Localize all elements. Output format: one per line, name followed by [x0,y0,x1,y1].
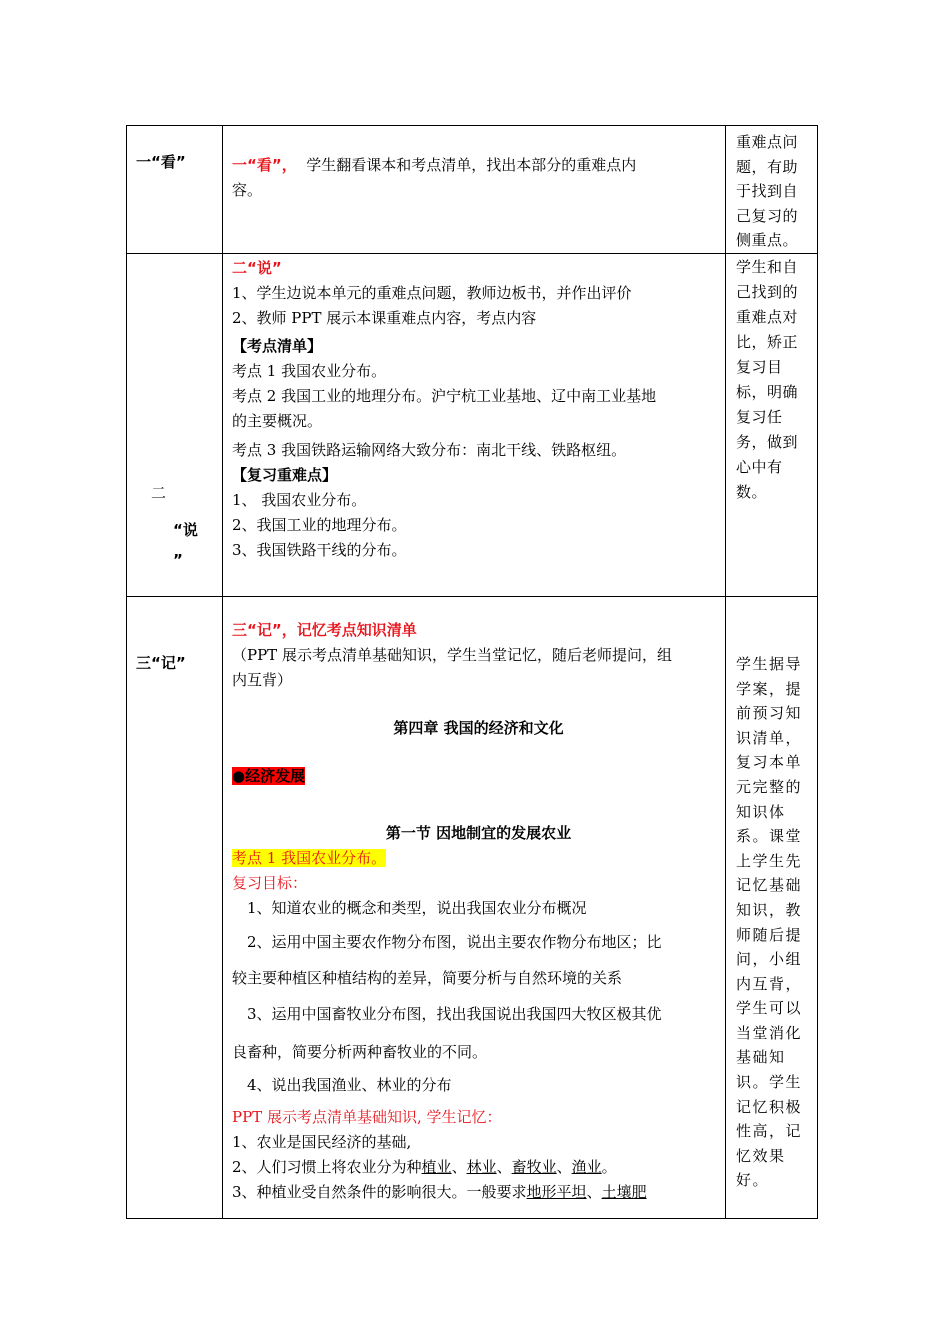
table-row [127,596,818,1218]
goal-item: 4、说出我国渔业、林业的分布 [247,1075,452,1094]
stage-label: 三“记” [136,653,186,672]
content-line: 考点 1 我国农业分布。 [232,361,387,380]
section-tag: ●经济发展 [232,766,306,785]
note-cell [726,253,818,596]
content-line: 内互背） [232,670,293,689]
goal-item: 良畜种，简要分析两种畜牧业的不同。 [232,1042,488,1061]
content-line [232,153,725,178]
stage-cell [127,253,223,596]
goal-item: 1、知道农业的概念和类型，说出我国农业分布概况 [247,898,587,917]
content-line: 1、 我国农业分布。 [232,490,367,509]
list-title: 【考点清单】 [232,336,323,355]
key-point-label: 考点 1 我国农业分布。 [232,848,387,867]
note-cell [726,126,818,254]
stage-label: ” [173,550,183,569]
stage-label: “说 [173,520,198,539]
stage-label: 二 [151,483,167,502]
content-cell [223,126,726,254]
goal-item: 2、运用中国主要农作物分布图，说出主要农作物分布地区；比 [247,932,662,951]
table-row [127,253,818,596]
goal-title: 复习目标： [232,873,308,892]
fact-item: 1、农业是国民经济的基础, [232,1132,412,1151]
chapter-title: 第四章 我国的经济和文化 [393,718,564,737]
content-line: 2、教师 PPT 展示本课重难点内容，考点内容 [232,308,537,327]
content-line: 考点 3 我国铁路运输网络大致分布：南北干线、铁路枢纽。 [232,440,627,459]
content-line: 容。 [232,181,263,199]
content-cell [223,253,726,596]
content-line: 考点 2 我国工业的地理分布。沪宁杭工业基地、辽中南工业基地 [232,386,657,405]
goal-item: 较主要种植区种植结构的差异，简要分析与自然环境的关系 [232,968,623,987]
fact-item: 3、种植业受自然条件的影响很大。一般要求地形平坦、土壤肥 [232,1182,647,1201]
fact-item: 2、人们习惯上将农业分为种植业、林业、畜牧业、渔业。 [232,1157,617,1176]
list-title: 【复习重难点】 [232,465,338,484]
content-line: 的主要概况。 [232,411,323,430]
note-cell [726,596,818,1218]
content-line: 1、学生边说本单元的重难点问题，教师边板书，并作出评价 [232,283,632,302]
stage-label: 一“看” [136,153,186,171]
content-cell [223,596,726,1218]
section-heading: 三“记”，记忆考点知识清单 [232,620,417,639]
content-line: （PPT 展示考点清单基础知识，学生当堂记忆，随后老师提问，组 [232,645,672,664]
table-row [127,126,818,254]
content-line: 2、我国工业的地理分布。 [232,515,407,534]
goal-item: 3、运用中国畜牧业分布图，找出我国说出我国四大牧区极其优 [247,1004,662,1023]
ppt-line: PPT 展示考点清单基础知识, 学生记忆： [232,1107,502,1126]
lesson-plan-table [126,125,818,1219]
stage-cell [127,596,223,1218]
note-text: 学生据导学案，提前预习知识清单，复习本单元完整的知识体系。课堂上学生先记忆基础知识，教师随后提问，小组内互背，学生可以当堂消化基础知识。学生记忆积极性高，记忆效果好。 [736,654,803,1190]
content-text: 学生翻看课本和考点清单，找出本部分的重难点内 [306,156,637,174]
stage-cell [127,126,223,254]
note-text: 学生和自己找到的重难点对比，矫正复习目标，明确复习任务，做到心中有数。 [736,257,799,501]
content-line: 3、我国铁路干线的分布。 [232,540,407,559]
section-title: 第一节 因地制宜的发展农业 [385,823,572,842]
note-text: 重难点问题，有助于找到自己复习的侧重点。 [736,133,799,250]
section-heading: 一“看”， [232,156,297,174]
section-heading: 二“说” [232,258,282,277]
